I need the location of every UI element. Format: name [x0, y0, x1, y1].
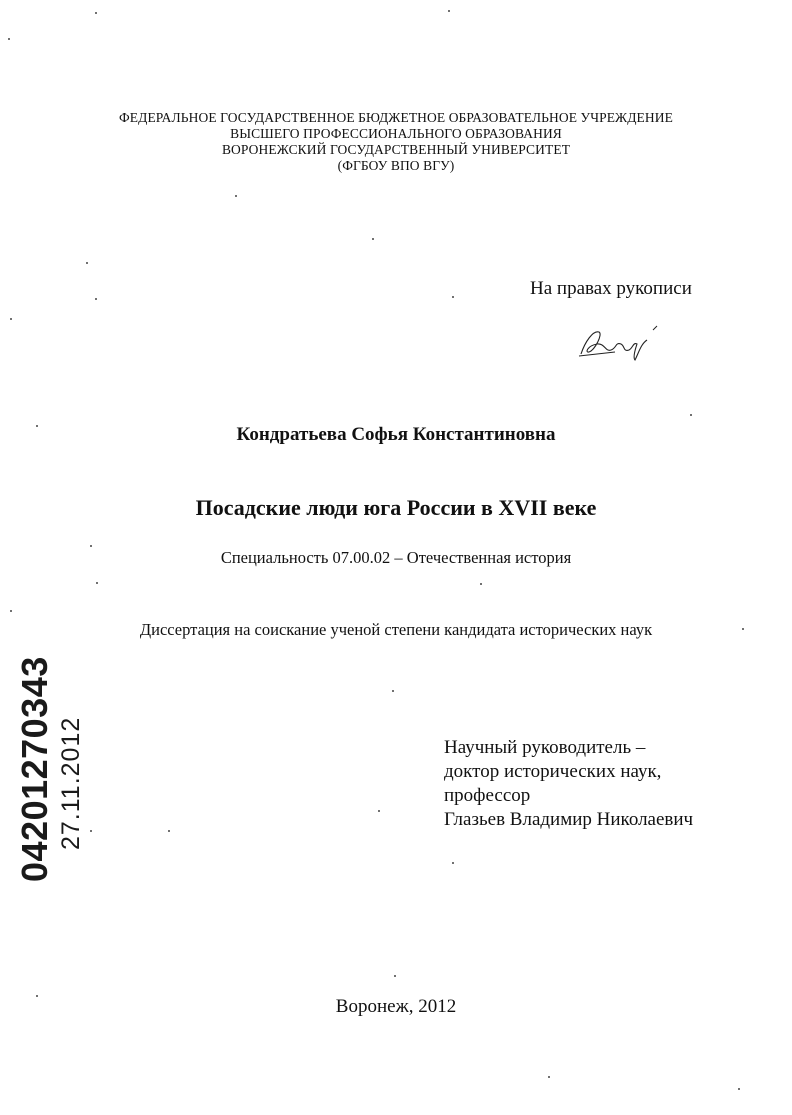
scan-speck: [235, 195, 237, 197]
handwritten-signature: [575, 322, 670, 362]
scan-speck: [95, 12, 97, 14]
supervisor-line-2: доктор исторических наук,: [444, 761, 662, 782]
institution-line-2: ВЫСШЕГО ПРОФЕССИОНАЛЬНОГО ОБРАЗОВАНИЯ: [230, 126, 562, 141]
supervisor-block: [444, 736, 693, 832]
scan-speck: [86, 262, 88, 264]
scan-speck: [452, 862, 454, 864]
scan-speck: [90, 545, 92, 547]
scan-speck: [742, 628, 744, 630]
supervisor-line-4: Глазьев Владимир Николаевич: [444, 809, 694, 830]
scan-speck: [10, 610, 12, 612]
institution-line-3: ВОРОНЕЖСКИЙ ГОСУДАРСТВЕННЫЙ УНИВЕРСИТЕТ: [221, 142, 571, 157]
institution-header: [0, 110, 792, 174]
scan-speck: [448, 10, 450, 12]
scan-speck: [36, 995, 38, 997]
scan-speck: [738, 1088, 740, 1090]
scan-speck: [10, 318, 12, 320]
author-name: Кондратьева Софья Константиновна: [236, 424, 556, 445]
city-year: Воронеж, 2012: [335, 996, 457, 1017]
scan-speck: [452, 296, 454, 298]
scan-speck: [378, 810, 380, 812]
scan-speck: [394, 975, 396, 977]
scan-speck: [392, 690, 394, 692]
supervisor-line-3: профессор: [444, 785, 531, 806]
stamp-date: 27.11.2012: [57, 716, 85, 850]
scan-speck: [96, 582, 98, 584]
degree-statement: Диссертация на соискание ученой степени кандидата исторических наук: [139, 620, 653, 639]
stamp-code: 04201270343: [14, 656, 55, 882]
scan-speck: [36, 425, 38, 427]
supervisor-line-1: Научный руководитель –: [444, 737, 646, 758]
specialty: Специальность 07.00.02 – Отечественная история: [220, 548, 572, 567]
scan-speck: [168, 830, 170, 832]
scan-speck: [372, 238, 374, 240]
institution-line-4: (ФГБОУ ВПО ВГУ): [337, 158, 455, 173]
scan-speck: [480, 583, 482, 585]
scan-speck: [690, 414, 692, 416]
manuscript-note: На правах рукописи: [530, 278, 692, 299]
scan-speck: [548, 1076, 550, 1078]
institution-line-1: ФЕДЕРАЛЬНОЕ ГОСУДАРСТВЕННОЕ БЮДЖЕТНОЕ ОБРАЗОВАТЕЛЬНОЕ УЧРЕЖДЕНИЕ: [119, 110, 673, 125]
scan-speck: [95, 298, 97, 300]
dissertation-title: Посадские люди юга России в XVII веке: [195, 495, 597, 520]
scan-speck: [90, 830, 92, 832]
scan-speck: [8, 38, 10, 40]
